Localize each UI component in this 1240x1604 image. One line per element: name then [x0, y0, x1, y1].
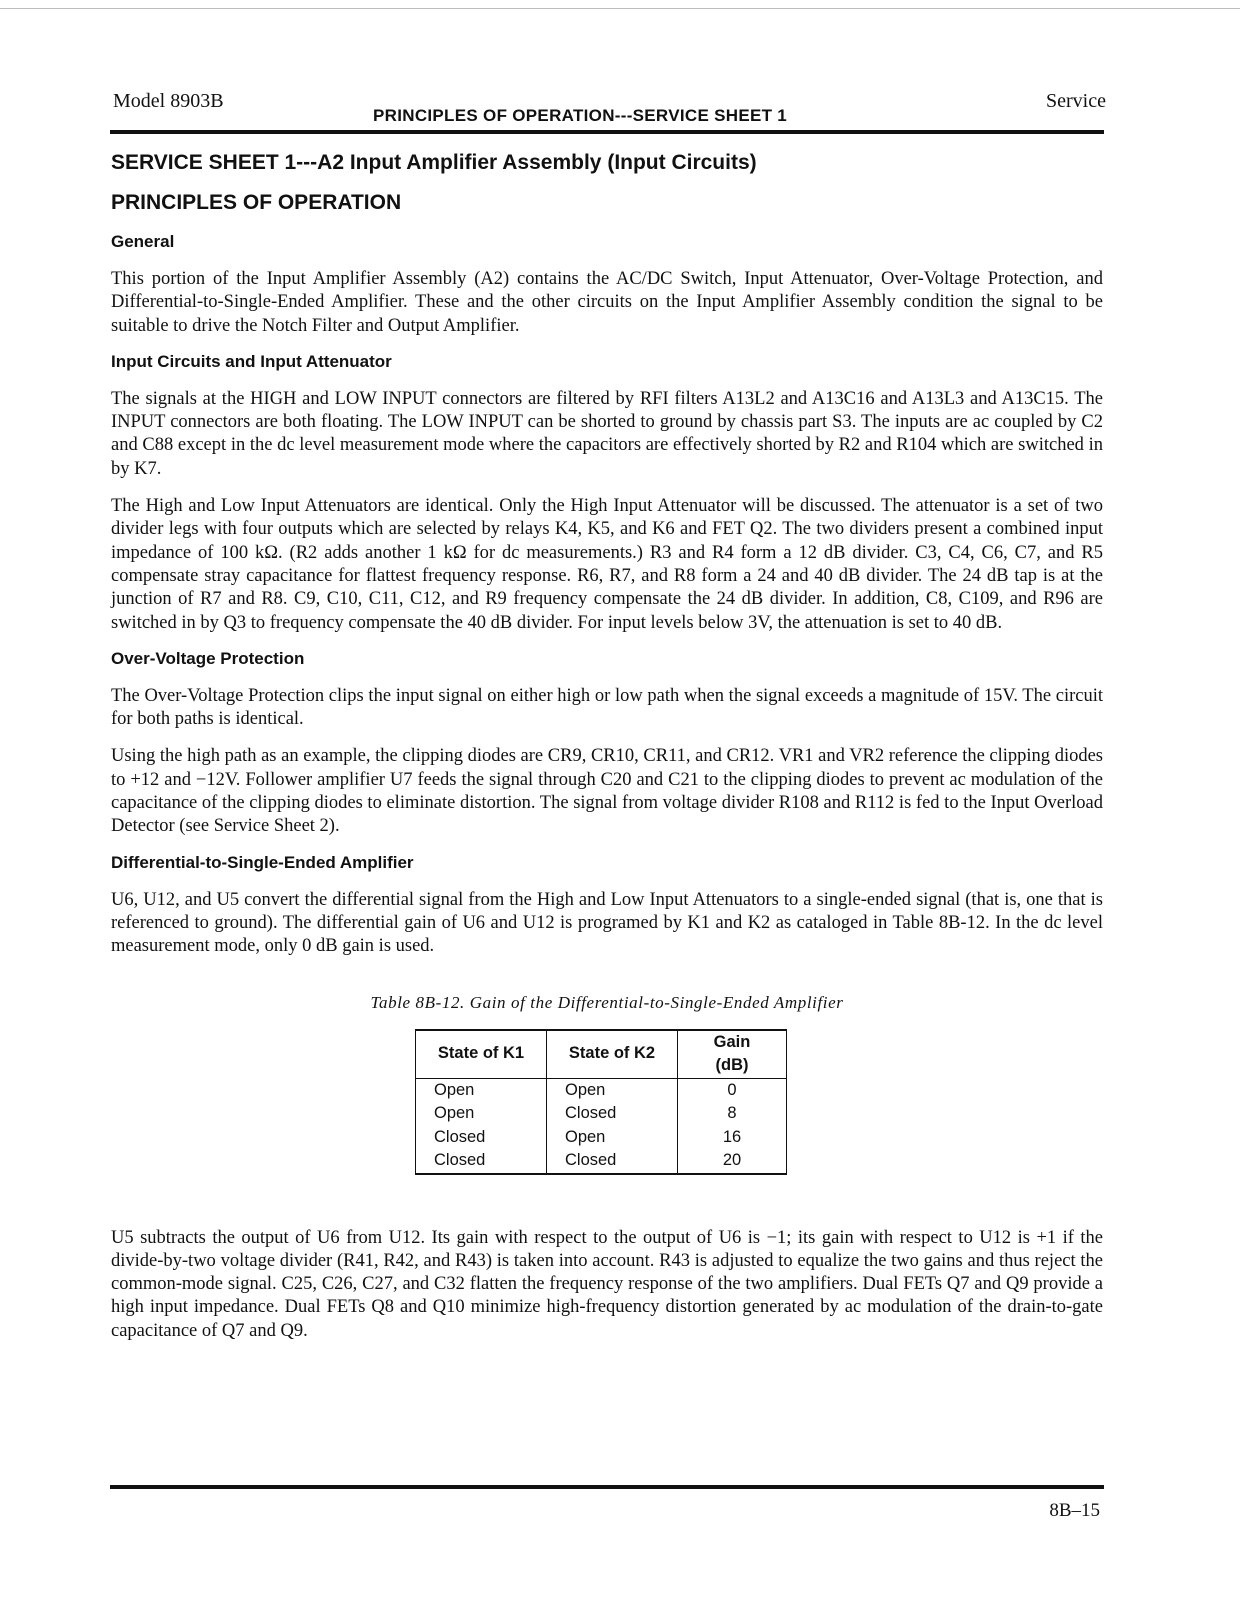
section-title: PRINCIPLES OF OPERATION — [111, 191, 402, 214]
heading-general: General — [111, 232, 175, 251]
gain-table — [415, 1029, 787, 1175]
table-cell: Closed — [416, 1126, 547, 1150]
heading-differential: Differential-to-Single-Ended Amplifier — [111, 852, 414, 872]
paragraph-differential-1: U6, U12, and U5 convert the differential signal from the High and Low Input Attenuators to a single-ended signal (that is, one that is referenced to ground). The differential gain of U6 and U12 is programed by K1 and K2 as cataloged in Table 8B-12. In the dc level measurement mode, only 0 dB gain is used. — [111, 889, 1103, 957]
header-model: Model 8903B — [113, 90, 224, 112]
table-row — [416, 1149, 787, 1174]
table-cell: 20 — [678, 1149, 787, 1174]
table-header-cell: State of K2 — [547, 1030, 678, 1079]
table-cell: Open — [416, 1102, 547, 1126]
table-cell: Open — [547, 1126, 678, 1150]
table-cell: Closed — [547, 1102, 678, 1126]
table-row — [416, 1102, 787, 1126]
table-header-cell: State of K1 — [416, 1030, 547, 1079]
table-cell: Closed — [416, 1149, 547, 1174]
table-caption: Table 8B-12. Gain of the Differential-to-Single-Ended Amplifier — [370, 992, 844, 1012]
scan-edge-line — [0, 8, 1240, 9]
footer-rule — [110, 1485, 1104, 1489]
page-number: 8B–15 — [1049, 1500, 1100, 1521]
paragraph-over-voltage-2: Using the high path as an example, the clipping diodes are CR9, CR10, CR11, and CR12. VR1 and VR2 reference the clipping diodes to +12 and −12V. Follower amplifier U7 feeds the signal through C20 and C21 to the clipping diodes to prevent ac modulation of the capacitance of the clipping diodes to eliminate distortion. The signal from voltage divider R108 and R112 is fed to the Input Overload Detector (see Service Sheet 2). — [111, 746, 1103, 837]
heading-input-circuits: Input Circuits and Input Attenuator — [111, 351, 392, 371]
page-content — [111, 148, 1103, 1343]
table-header-cell: Gain (dB) — [678, 1030, 787, 1079]
table-cell: Closed — [547, 1149, 678, 1174]
table-header-row — [416, 1030, 787, 1079]
table-cell: Open — [547, 1078, 678, 1102]
paragraph-input-circuits-1: The signals at the HIGH and LOW INPUT connectors are filtered by RFI filters A13L2 and A13C16 and A13L3 and A13C15. The INPUT connectors are both floating. The LOW INPUT can be shorted to ground by chassis part S3. The inputs are ac coupled by C2 and C88 except in the dc level measurement mode where the capacitors are effectively shorted by R2 and R104 which are switched in by K7. — [111, 388, 1103, 479]
paragraph-input-circuits-2: The High and Low Input Attenuators are identical. Only the High Input Attenuator will be discussed. The attenuator is a set of two divider legs with four outputs which are selected by relays K4, K5, and K6 and FET Q2. The two dividers present a combined input impedance of 100 kΩ. (R2 adds another 1 kΩ for dc measurements.) R3 and R4 form a 12 dB divider. C3, C4, C6, C7, and R5 compensate stray capacitance for flattest frequency response. R6, R7, and R8 form a 24 and 40 dB divider. The 24 dB tap is at the junction of R7 and R8. C9, C10, C11, C12, and R9 frequency compensate the 24 dB divider. In addition, C8, C109, and R96 are switched in by Q3 to frequency compensate the 40 dB divider. For input levels below 3V, the attenuation is set to 40 dB. — [111, 496, 1103, 633]
table-row — [416, 1126, 787, 1150]
heading-over-voltage: Over-Voltage Protection — [111, 648, 305, 668]
paragraph-general: This portion of the Input Amplifier Assembly (A2) contains the AC/DC Switch, Input Attenuator, Over-Voltage Protection, and Differential-to-Single-Ended Amplifier. These and the other circuits on the Input Amplifier Assembly condition the signal to be suitable to drive the Notch Filter and Output Amplifier. — [111, 269, 1103, 336]
table-cell: 16 — [678, 1126, 787, 1150]
table-cell: Open — [416, 1078, 547, 1102]
table-cell: 0 — [678, 1078, 787, 1102]
header-category: Service — [1046, 90, 1106, 112]
table-row — [416, 1078, 787, 1102]
header-rule — [110, 130, 1104, 134]
header-section: PRINCIPLES OF OPERATION---SERVICE SHEET 1 — [373, 106, 788, 125]
paragraph-differential-2: U5 subtracts the output of U6 from U12. Its gain with respect to the output of U6 is −1; its gain with respect to U12 is +1 if the divide-by-two voltage divider (R41, R42, and R43) is taken into account. R43 is adjusted to equalize the two gains and thus reject the common-mode signal. C25, C26, C27, and C32 flatten the frequency response of the two amplifiers. Dual FETs Q7 and Q9 provide a high input impedance. Dual FETs Q8 and Q10 minimize high-frequency distortion generated by ac modulation of the drain-to-gate capacitance of Q7 and Q9. — [111, 1227, 1103, 1341]
page-title: SERVICE SHEET 1---A2 Input Amplifier Assembly (Input Circuits) — [111, 151, 757, 174]
table-cell: 8 — [678, 1102, 787, 1126]
paragraph-over-voltage-1: The Over-Voltage Protection clips the input signal on either high or low path when the signal exceeds a magnitude of 15V. The circuit for both paths is identical. — [111, 685, 1103, 730]
